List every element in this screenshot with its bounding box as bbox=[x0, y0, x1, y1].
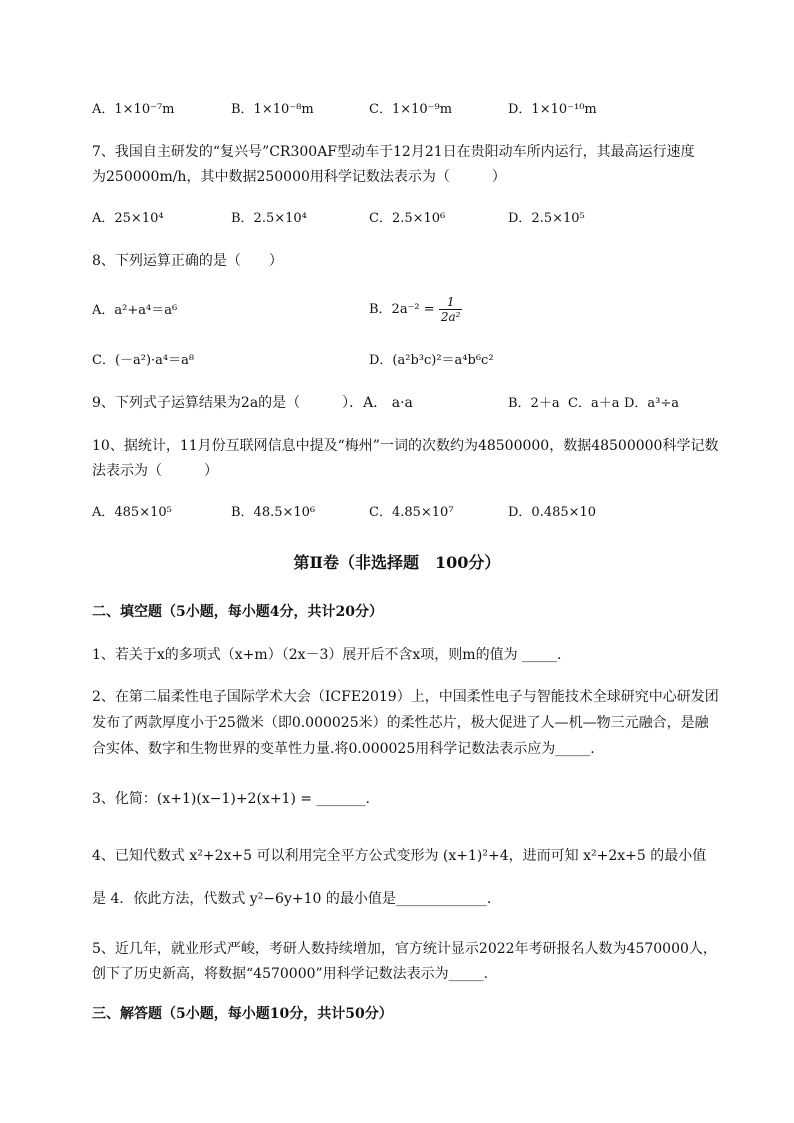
part2-title: 第Ⅱ卷（非选择题 100分） bbox=[293, 553, 501, 572]
q10-option-d: D．0.485×10 bbox=[508, 505, 597, 520]
q10-stem-line2: 法表示为（ ） bbox=[92, 463, 218, 479]
fill-q3: 3、化简：(x+1)(x−1)+2(x+1) = _______. bbox=[92, 791, 370, 807]
q9-option-c: C．a＋a bbox=[568, 396, 620, 411]
q10-stem-line1: 10、据统计，11月份互联网信息中提及“梅州”一词的次数约为48500000，数据48500000科学记数 bbox=[92, 438, 719, 454]
q6-option-a: A．1×10⁻⁷m bbox=[92, 102, 175, 117]
q7-option-d: D．2.5×10⁵ bbox=[508, 211, 585, 226]
q8-option-b-numerator: 1 bbox=[439, 295, 463, 310]
section3-heading: 三、解答题（5小题，每小题10分，共计50分） bbox=[92, 1006, 393, 1022]
q8-option-b-prefix: B．2a⁻² = bbox=[369, 302, 435, 317]
fill-q5-line1: 5、近几年，就业形式严峻，考研人数持续增加，官方统计显示2022年考研报名人数为4570000人， bbox=[92, 941, 717, 957]
q8-option-b-fraction bbox=[439, 295, 463, 324]
q7-stem-line2: 为250000m/h，其中数据250000用科学记数法表示为（ ） bbox=[92, 169, 506, 185]
fill-q2-line3: 合实体、数字和生物世界的变革性力量.将0.000025用科学记数法表示应为_____. bbox=[92, 741, 595, 757]
fill-q4-line2: 是 4．依此方法，代数式 y²−6y+10 的最小值是_____________. bbox=[92, 891, 492, 907]
fill-q2-line2: 发布了两款厚度小于25微米（即0.000025米）的柔性芯片，极大促进了人—机—物三元融合，是融 bbox=[92, 715, 709, 731]
q9-stem: 9、下列式子运算结果为2a的是（ ）．A． a·a bbox=[92, 395, 413, 411]
fill-q2-line1: 2、在第二届柔性电子国际学术大会（ICFE2019）上，中国柔性电子与智能技术全球研究中心研发团 bbox=[92, 689, 719, 705]
fill-q4-line1: 4、已知代数式 x²+2x+5 可以利用完全平方公式变形为 (x+1)²+4，进而可知 x²+2x+5 的最小值 bbox=[92, 848, 707, 864]
q8-option-d: D．(a²b³c)²＝a⁴b⁶c² bbox=[369, 353, 494, 368]
q8-option-b bbox=[369, 293, 462, 327]
q8-option-c: C．(－a²)·a⁴＝a⁸ bbox=[92, 353, 195, 368]
q7-option-c: C．2.5×10⁶ bbox=[369, 211, 446, 226]
fill-q5-line2: 创下了历史新高，将数据“4570000”用科学记数法表示为_____. bbox=[92, 966, 489, 982]
q9-option-b: B．2＋a bbox=[508, 396, 560, 411]
q8-option-a: A．a²+a⁴＝a⁶ bbox=[92, 303, 178, 318]
q10-option-c: C．4.85×10⁷ bbox=[369, 505, 454, 520]
q10-option-b: B．48.5×10⁶ bbox=[231, 505, 316, 520]
q7-option-a: A．25×10⁴ bbox=[92, 211, 164, 226]
q9-option-d: D．a³÷a bbox=[624, 396, 680, 411]
q6-option-d: D．1×10⁻¹⁰m bbox=[508, 102, 597, 117]
q6-option-b: B．1×10⁻⁸m bbox=[231, 102, 314, 117]
section2-heading: 二、填空题（5小题，每小题4分，共计20分） bbox=[92, 604, 383, 620]
fill-q1: 1、若关于x的多项式（x+m）（2x－3）展开后不含x项，则m的值为 _____. bbox=[92, 647, 562, 663]
q10-option-a: A．485×10⁵ bbox=[92, 505, 172, 520]
q7-option-b: B．2.5×10⁴ bbox=[231, 211, 307, 226]
q6-option-c: C．1×10⁻⁹m bbox=[369, 102, 453, 117]
q8-stem: 8、下列运算正确的是（ ） bbox=[92, 253, 283, 269]
q7-stem-line1: 7、我国自主研发的“复兴号”CR300AF型动车于12月21日在贵阳动车所内运行，其最高运行速度 bbox=[92, 144, 695, 160]
q8-option-b-denominator: 2a² bbox=[440, 310, 461, 324]
